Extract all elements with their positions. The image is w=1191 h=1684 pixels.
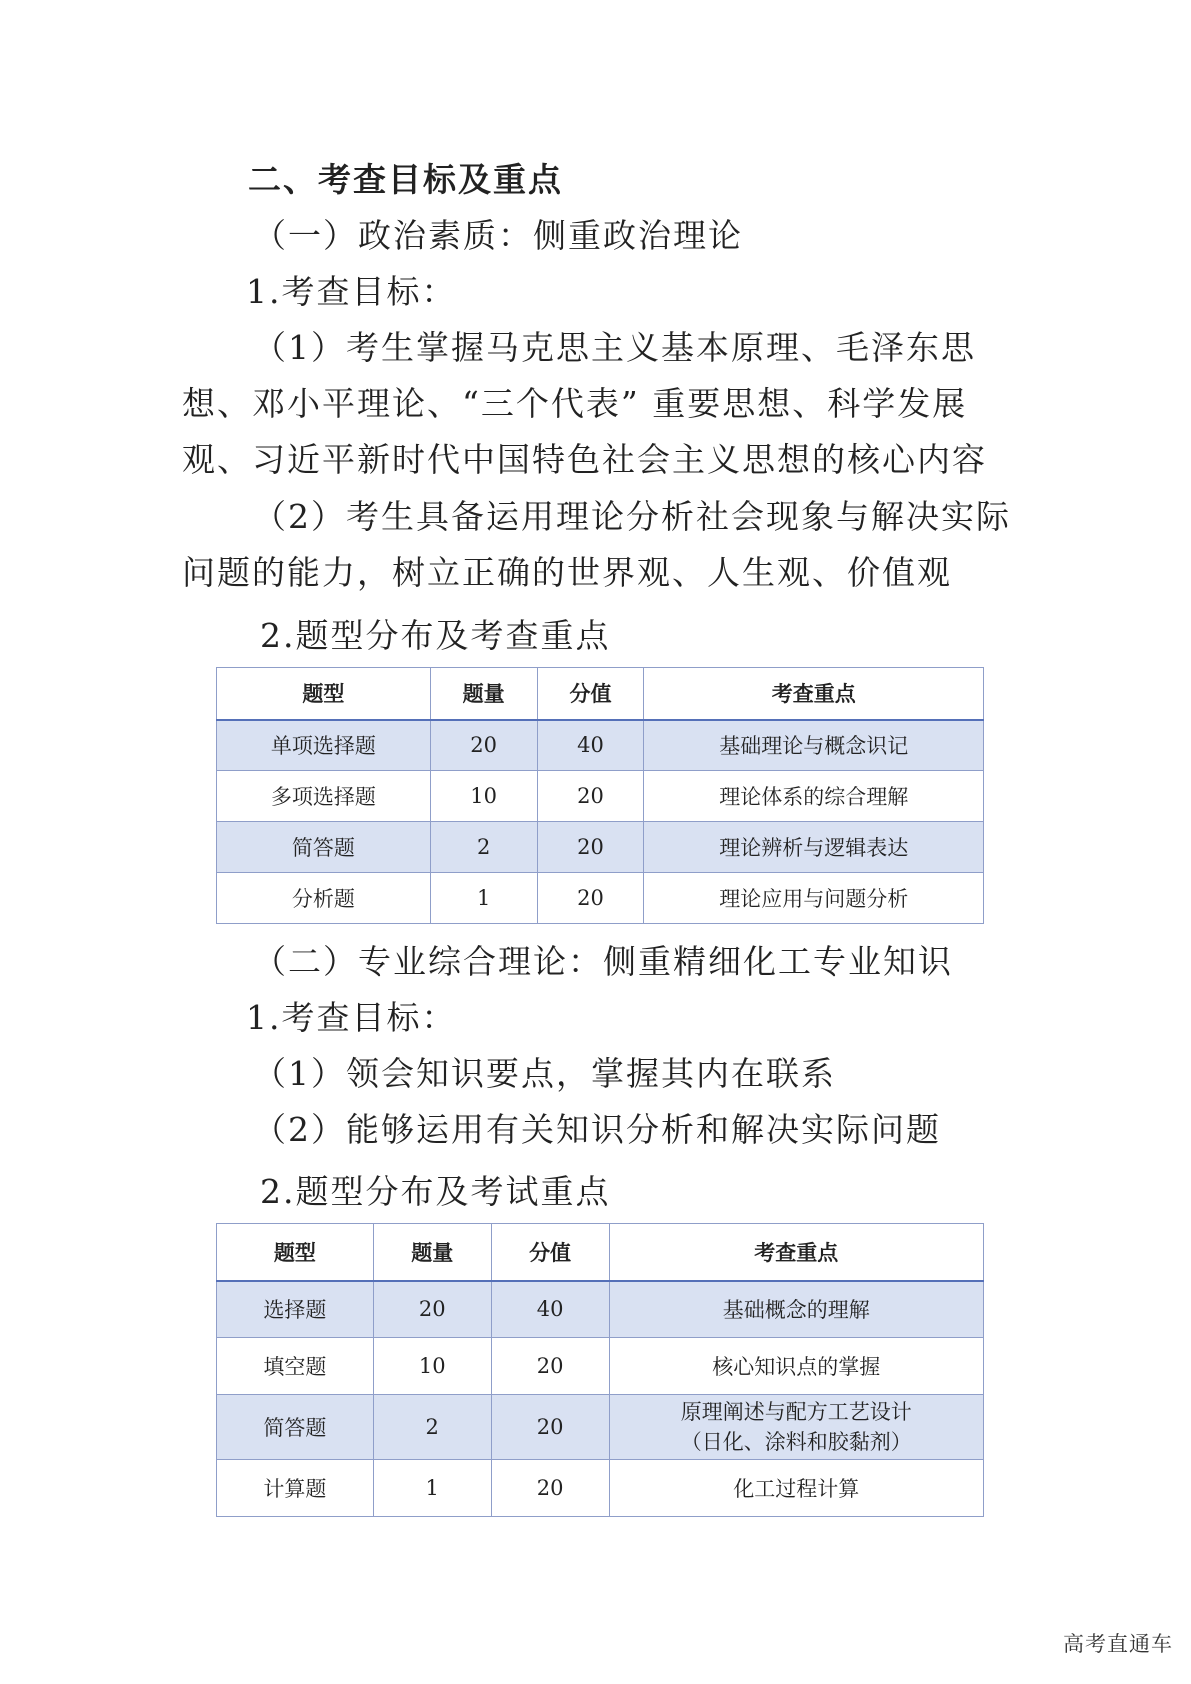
table-header-row	[217, 1224, 984, 1281]
part2-goal-heading: 1.考查目标：	[246, 998, 457, 1037]
table-row	[217, 1460, 984, 1517]
table-row	[217, 1281, 984, 1338]
cell-score: 20	[491, 1460, 609, 1517]
table-row	[217, 873, 984, 924]
cell-type: 填空题	[217, 1338, 374, 1395]
header-focus: 考查重点	[644, 668, 984, 720]
part1-goal-item-1: （1）考生掌握马克思主义基本原理、毛泽东思想、邓小平理论、“三个代表” 重要思想、科学发展观、习近平新时代中国特色社会主义思想的核心内容	[182, 328, 987, 479]
table-row	[217, 1395, 984, 1460]
cell-focus	[609, 1395, 984, 1460]
cell-focus-line-2: （日化、涂料和胶黏剂）	[680, 1430, 912, 1454]
cell-focus: 理论体系的综合理解	[644, 771, 984, 822]
table-row	[217, 1338, 984, 1395]
cell-score: 20	[537, 771, 644, 822]
section-title: 二、考查目标及重点	[248, 160, 563, 199]
cell-score: 20	[537, 822, 644, 873]
part2-heading: （二）专业综合理论：侧重精细化工专业知识	[253, 942, 953, 981]
cell-focus: 化工过程计算	[609, 1460, 984, 1517]
cell-type: 计算题	[217, 1460, 374, 1517]
part1-dist-heading: 2.题型分布及考查重点	[260, 616, 611, 655]
cell-focus: 基础理论与概念识记	[644, 720, 984, 771]
cell-count: 1	[430, 873, 537, 924]
cell-type: 简答题	[217, 822, 431, 873]
cell-count: 2	[373, 1395, 491, 1460]
table-row	[217, 771, 984, 822]
watermark-text: 高考直通车	[1063, 1632, 1173, 1656]
cell-score: 20	[491, 1395, 609, 1460]
part1-goal-item-2: （2）考生具备运用理论分析社会现象与解决实际问题的能力，树立正确的世界观、人生观、价值观	[182, 497, 1011, 592]
header-score: 分值	[491, 1224, 609, 1281]
cell-type: 简答题	[217, 1395, 374, 1460]
cell-score: 20	[491, 1338, 609, 1395]
cell-type: 单项选择题	[217, 720, 431, 771]
part2-dist-heading: 2.题型分布及考试重点	[260, 1172, 611, 1211]
cell-type: 分析题	[217, 873, 431, 924]
cell-count: 2	[430, 822, 537, 873]
cell-count: 10	[373, 1338, 491, 1395]
part1-table	[216, 667, 984, 924]
cell-count: 1	[373, 1460, 491, 1517]
cell-type: 选择题	[217, 1281, 374, 1338]
header-count: 题量	[430, 668, 537, 720]
cell-count: 20	[430, 720, 537, 771]
cell-count: 20	[373, 1281, 491, 1338]
cell-score: 40	[491, 1281, 609, 1338]
table-row	[217, 822, 984, 873]
header-type: 题型	[217, 1224, 374, 1281]
cell-score: 20	[537, 873, 644, 924]
table-row	[217, 720, 984, 771]
header-focus: 考查重点	[609, 1224, 984, 1281]
part1-heading: （一）政治素质：侧重政治理论	[253, 216, 743, 255]
cell-score: 40	[537, 720, 644, 771]
part2-table	[216, 1223, 984, 1517]
cell-focus: 基础概念的理解	[609, 1281, 984, 1338]
cell-type: 多项选择题	[217, 771, 431, 822]
cell-focus: 核心知识点的掌握	[609, 1338, 984, 1395]
part2-goal-item-2: （2）能够运用有关知识分析和解决实际问题	[253, 1110, 941, 1149]
header-score: 分值	[537, 668, 644, 720]
part1-goal-heading: 1.考查目标：	[246, 272, 457, 311]
table-header-row	[217, 668, 984, 720]
cell-focus-line-1: 原理阐述与配方工艺设计	[680, 1400, 912, 1424]
part2-goal-item-1: （1）领会知识要点，掌握其内在联系	[253, 1054, 836, 1093]
cell-count: 10	[430, 771, 537, 822]
cell-focus: 理论辨析与逻辑表达	[644, 822, 984, 873]
header-count: 题量	[373, 1224, 491, 1281]
cell-focus: 理论应用与问题分析	[644, 873, 984, 924]
header-type: 题型	[217, 668, 431, 720]
